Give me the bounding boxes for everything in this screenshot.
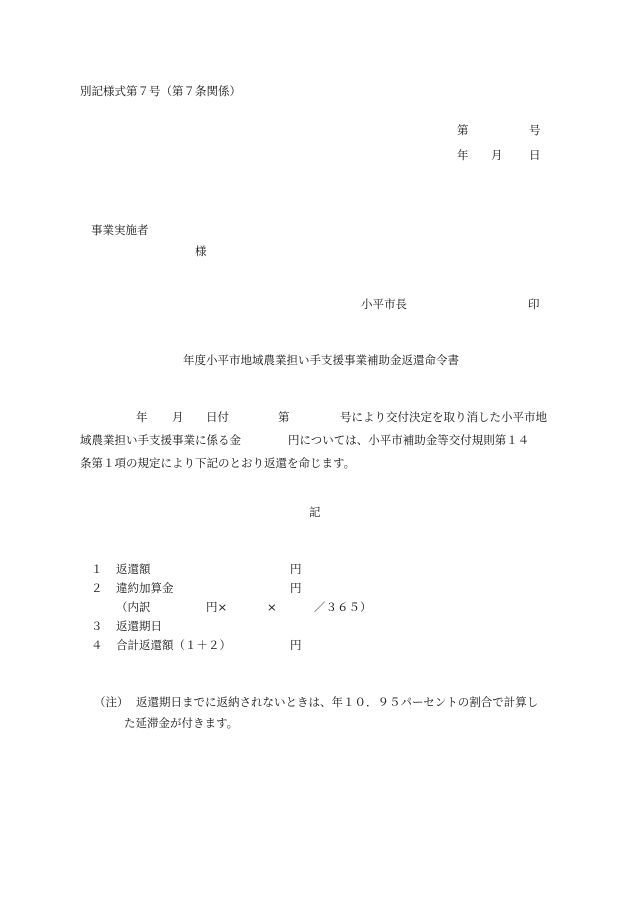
addressee-role: 事業実施者	[91, 223, 149, 237]
item-label: 違約加算金	[116, 581, 174, 595]
item-number: １	[91, 562, 103, 576]
addressee-honorific: 様	[195, 244, 207, 258]
item-number: ２	[91, 581, 103, 595]
item-unit: 円	[290, 562, 302, 576]
body-dai: 第	[278, 410, 290, 424]
form-label: 別記様式第７号（第７条関係）	[80, 84, 241, 98]
body-year: 年	[136, 410, 148, 424]
item-label: 合計返還額（１＋２）	[116, 638, 231, 652]
body-day: 日付	[206, 410, 229, 424]
item-unit: 円	[290, 638, 302, 652]
document-title: 年度小平市地域農業担い手支援事業補助金返還命令書	[183, 353, 459, 367]
body-line3: 条第１項の規定により下記のとおり返還を命じます。	[80, 456, 356, 470]
breakdown-yen-times: 円×	[206, 600, 228, 614]
body-line1-rest: 号により交付決定を取り消した小平市地	[340, 410, 547, 424]
note-label: （注）	[94, 695, 129, 709]
breakdown-per-365: ／３６５）	[314, 600, 372, 614]
date-day: 日	[529, 148, 541, 162]
number-suffix: 号	[529, 123, 541, 137]
date-year: 年	[457, 148, 469, 162]
breakdown-times: ×	[267, 600, 277, 614]
ki-marker: 記	[309, 505, 321, 519]
item-number: ４	[91, 638, 103, 652]
body-month: 月	[172, 410, 184, 424]
item-label: 返還額	[116, 562, 151, 576]
number-prefix: 第	[457, 123, 469, 137]
note-line1: 返還期日までに返納されないときは、年１０．９５パーセントの割合で計算し	[136, 695, 539, 709]
issuer-name: 小平市長	[361, 297, 407, 311]
body-line2-b: 円については、小平市補助金等交付規則第１４	[288, 433, 530, 447]
issuer-seal: 印	[528, 297, 540, 311]
date-month: 月	[491, 148, 503, 162]
note-line2: た延滞金が付きます。	[124, 716, 239, 730]
item-number: ３	[91, 619, 103, 633]
breakdown-open: （内訳	[116, 600, 151, 614]
item-unit: 円	[290, 581, 302, 595]
body-line2-a: 域農業担い手支援事業に係る金	[80, 433, 241, 447]
item-label: 返還期日	[116, 619, 162, 633]
